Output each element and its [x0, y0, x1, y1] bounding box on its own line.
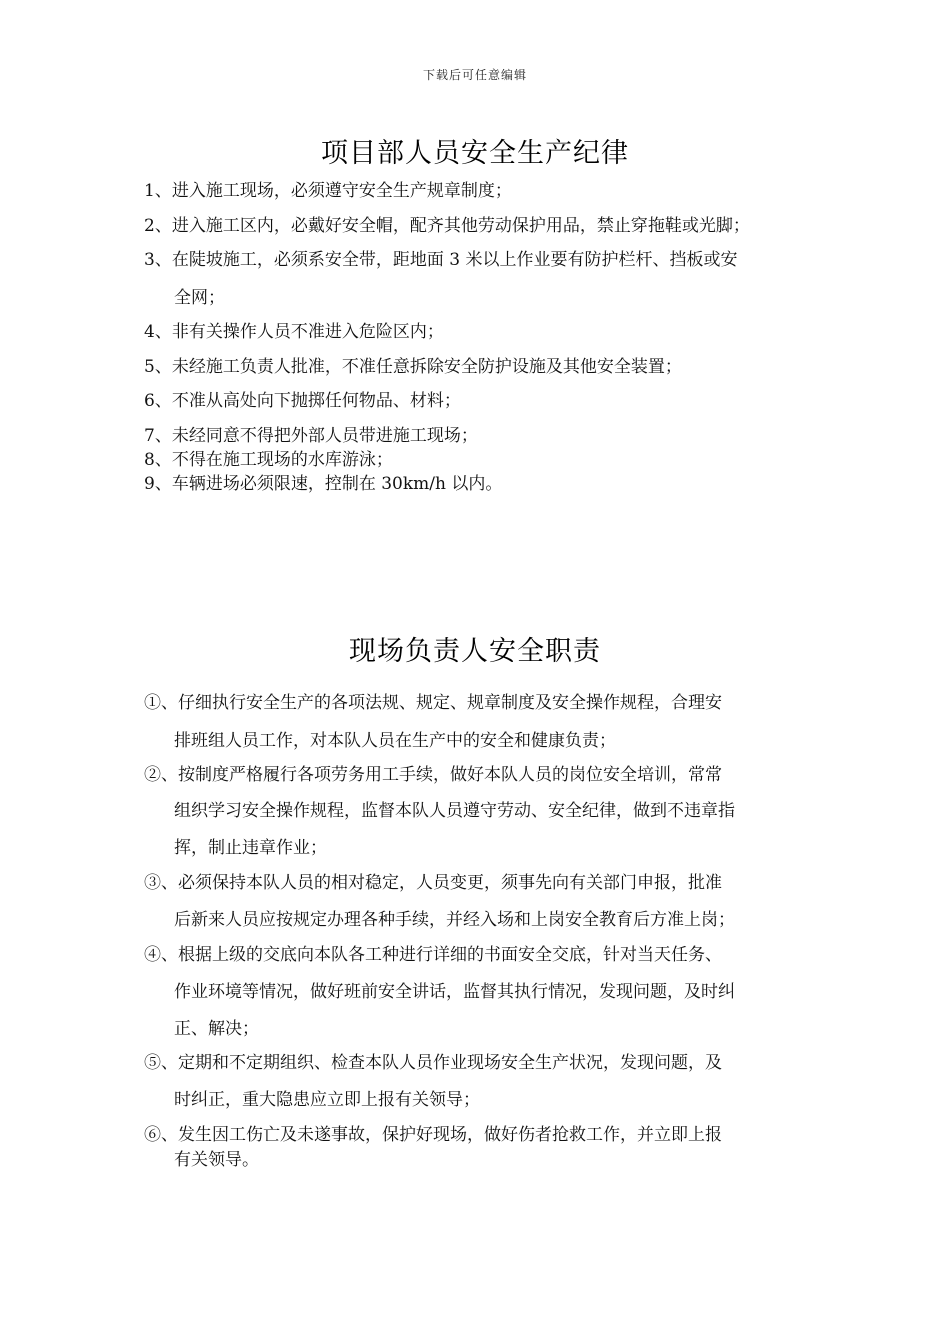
- responsibility-item-continued: 有关领导。: [174, 1150, 259, 1170]
- discipline-item: 1、进入施工现场，必须遵守安全生产规章制度；: [144, 181, 512, 201]
- discipline-item: 8、不得在施工现场的水库游泳；: [144, 450, 393, 470]
- responsibility-item-continued: 排班组人员工作，对本队人员在生产中的安全和健康负责；: [174, 731, 616, 751]
- responsibility-item-continued: 组织学习安全操作规程，监督本队人员遵守劳动、安全纪律，做到不违章指: [174, 801, 735, 821]
- responsibility-item-continued: 后新来人员应按规定办理各种手续，并经入场和上岗安全教育后方准上岗；: [174, 910, 735, 930]
- section-title-responsibilities: 现场负责人安全职责: [349, 636, 601, 667]
- section-title-discipline: 项目部人员安全生产纪律: [321, 138, 629, 169]
- responsibility-item: ④、根据上级的交底向本队各工种进行详细的书面安全交底，针对当天任务、: [144, 945, 722, 965]
- discipline-item: 9、车辆进场必须限速，控制在 30km/h 以内。: [144, 474, 503, 494]
- header-note: 下载后可任意编辑: [422, 68, 527, 82]
- discipline-item: 5、未经施工负责人批准，不准任意拆除安全防护设施及其他安全装置；: [144, 357, 682, 377]
- responsibility-item: ③、必须保持本队人员的相对稳定，人员变更，须事先向有关部门申报，批准: [144, 873, 722, 893]
- responsibility-item: ⑥、发生因工伤亡及未遂事故，保护好现场，做好伤者抢救工作，并立即上报: [144, 1125, 722, 1145]
- discipline-item: 6、不准从高处向下抛掷任何物品、材料；: [144, 391, 461, 411]
- responsibility-item-continued: 时纠正，重大隐患应立即上报有关领导；: [174, 1090, 480, 1110]
- discipline-item: 4、非有关操作人员不准进入危险区内；: [144, 322, 444, 342]
- responsibility-item: ⑤、定期和不定期组织、检查本队人员作业现场安全生产状况，发现问题，及: [144, 1053, 722, 1073]
- discipline-item: 7、未经同意不得把外部人员带进施工现场；: [144, 426, 478, 446]
- discipline-item: 2、进入施工区内，必戴好安全帽，配齐其他劳动保护用品，禁止穿拖鞋或光脚；: [144, 216, 750, 236]
- responsibility-item-continued: 作业环境等情况，做好班前安全讲话，监督其执行情况，发现问题，及时纠: [174, 982, 735, 1002]
- discipline-item-continued: 全网；: [174, 288, 225, 308]
- responsibility-item-continued: 挥，制止违章作业；: [174, 838, 327, 858]
- responsibility-item-continued: 正、解决；: [174, 1019, 259, 1039]
- responsibility-item: ②、按制度严格履行各项劳务用工手续，做好本队人员的岗位安全培训，常常: [144, 765, 722, 785]
- discipline-item: 3、在陡坡施工，必须系安全带，距地面 3 米以上作业要有防护栏杆、挡板或安: [144, 250, 738, 270]
- responsibility-item: ①、仔细执行安全生产的各项法规、规定、规章制度及安全操作规程，合理安: [144, 693, 722, 713]
